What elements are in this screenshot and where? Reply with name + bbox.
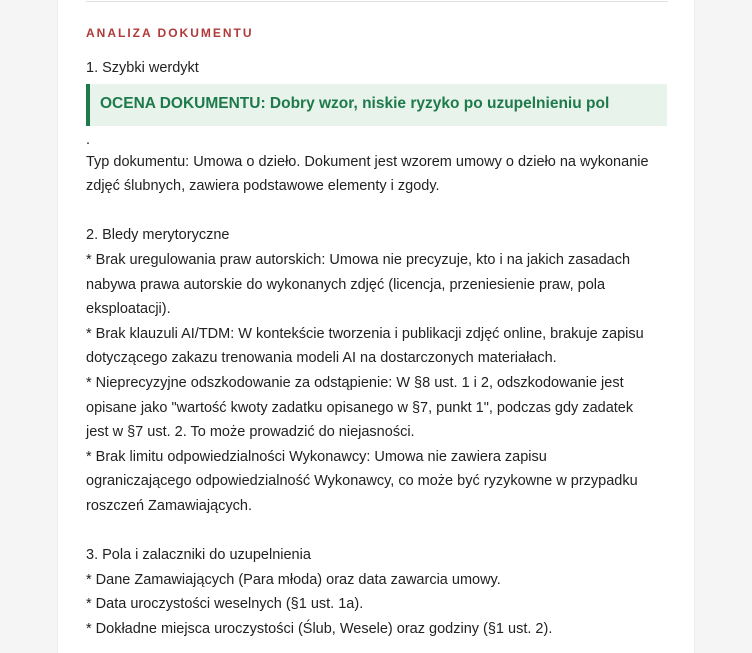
verdict-heading: 1. Szybki werdykt [86,60,199,76]
analysis-card [57,0,695,653]
trailing-dot: . [86,131,91,148]
error-line: eksploatacji). [86,301,171,318]
summary-line: Typ dokumentu: Umowa o dzieło. Dokument jest wzorem umowy o dzieło na wykonanie [86,153,649,170]
spacer [86,199,676,224]
spacer [86,519,676,544]
error-line: ograniczającego odpowiedzialność Wykonawcy, co może być ryzykowne w przypadku [86,473,638,490]
top-divider [86,1,668,2]
error-line: dotyczącego zakazu trenowania modeli AI na dostarczonych materiałach. [86,350,557,367]
verdict-text: OCENA DOKUMENTU: Dobry wzor, niskie ryzyko po uzupelnieniu pol [100,95,610,113]
error-line: nabywa prawa autorskie do wykonanych zdjęć (licencja, przeniesienie praw, pola [86,276,606,293]
field-line: * Data uroczystości weselnych (§1 ust. 1a). [86,596,364,613]
summary-line: zdjęć ślubnych, zawiera podstawowe elementy i zgody. [86,178,440,195]
error-line: roszczeń Zamawiających. [86,497,252,514]
error-line: opisane jako "wartość kwoty zadatku opisanego w §7, punkt 1", podczas gdy zadatek [86,399,634,416]
section-heading: ANALIZA DOKUMENTU [86,26,254,40]
field-line: * Dane Zamawiających (Para młoda) oraz data zawarcia umowy. [86,571,501,588]
field-line: * Dokładne miejsca uroczystości (Ślub, Wesele) oraz godziny (§1 ust. 2). [86,620,553,637]
verdict-box [86,84,667,126]
errors-heading: 2. Bledy merytoryczne [86,227,230,244]
error-line: * Brak uregulowania praw autorskich: Umowa nie precyzuje, kto i na jakich zasadach [86,251,631,268]
analysis-content [86,56,676,641]
error-line: * Brak klauzuli AI/TDM: W kontekście tworzenia i publikacji zdjęć online, brakuje zapisu [86,325,644,342]
error-line: jest w §7 ust. 2. To może prowadzić do niejasności. [86,424,415,441]
error-line: * Brak limitu odpowiedzialności Wykonawcy: Umowa nie zawiera zapisu [86,448,547,465]
fields-heading: 3. Pola i zalaczniki do uzupelnienia [86,547,311,564]
error-line: * Nieprecyzyjne odszkodowanie za odstąpienie: W §8 ust. 1 i 2, odszkodowanie jest [86,374,624,391]
